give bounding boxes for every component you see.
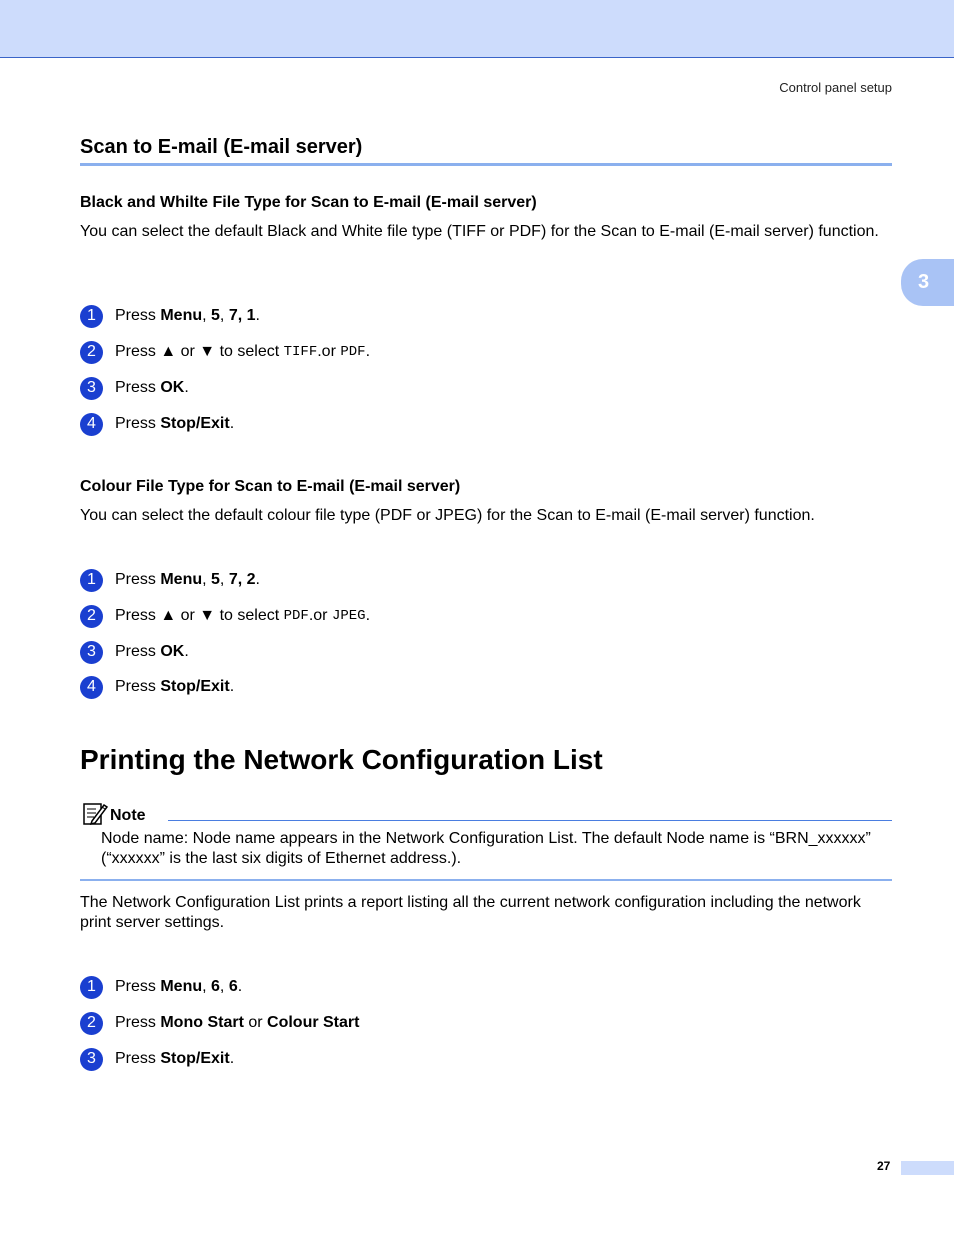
step-end: . bbox=[255, 571, 260, 588]
step-item bbox=[80, 1047, 234, 1071]
lcd-option: TIFF bbox=[283, 344, 318, 360]
step-sep: , bbox=[219, 307, 229, 324]
step-number: 4 bbox=[80, 676, 103, 699]
step-number: 1 bbox=[80, 976, 103, 999]
step-number: 3 bbox=[80, 377, 103, 400]
page-number: 27 bbox=[877, 1159, 891, 1173]
network-body: The Network Configuration List prints a report listing all the current network configuration including the network print server settings. bbox=[80, 894, 861, 931]
step-end: . bbox=[229, 415, 235, 432]
section-title-scan-email: Scan to E-mail (E-mail server) bbox=[80, 136, 892, 166]
chapter-tab: 3 bbox=[901, 259, 954, 306]
note-label: Note bbox=[110, 807, 146, 824]
step-key: Menu bbox=[160, 307, 203, 324]
step-key: 5 bbox=[211, 571, 220, 588]
step-key: Mono Start bbox=[160, 1014, 244, 1031]
step-sep: .or bbox=[308, 607, 332, 624]
step-sep: , bbox=[219, 978, 229, 995]
step-key: Stop/Exit bbox=[160, 1050, 230, 1067]
step-key: Colour Start bbox=[267, 1014, 360, 1031]
step-item bbox=[80, 675, 234, 699]
step-text: Press bbox=[115, 1050, 161, 1067]
footer-bar bbox=[901, 1161, 954, 1175]
step-end: . bbox=[184, 643, 189, 660]
note-pencil-icon bbox=[82, 801, 108, 827]
step-item bbox=[80, 376, 189, 400]
step-end: . bbox=[237, 978, 243, 995]
step-item bbox=[80, 568, 260, 592]
step-number: 1 bbox=[80, 305, 103, 328]
step-key: OK bbox=[160, 643, 185, 660]
running-header: Control panel setup bbox=[779, 80, 892, 95]
step-end: . bbox=[255, 307, 260, 324]
step-text: Press bbox=[115, 1014, 161, 1031]
step-sep: or bbox=[243, 1014, 268, 1031]
step-number: 3 bbox=[80, 641, 103, 664]
step-key: Menu bbox=[160, 571, 203, 588]
step-key: Stop/Exit bbox=[160, 678, 230, 695]
header-band bbox=[0, 0, 954, 58]
step-sep: , bbox=[202, 978, 212, 995]
step-key: 7, 2 bbox=[228, 571, 256, 588]
note-divider bbox=[80, 879, 892, 881]
step-item bbox=[80, 340, 370, 364]
step-sep: , bbox=[202, 571, 212, 588]
step-text: Press bbox=[115, 571, 161, 588]
step-end: . bbox=[184, 379, 189, 396]
note-text: Node name: Node name appears in the Network Configuration List. The default Node name is “BRN_xxxxxx” (“xxxxxx” is the last six digits of Ethernet address.). bbox=[101, 830, 871, 867]
colour-heading: Colour File Type for Scan to E-mail (E-mail server) bbox=[80, 478, 461, 495]
step-key: 6 bbox=[228, 978, 238, 995]
step-end: . bbox=[229, 678, 235, 695]
step-number: 4 bbox=[80, 413, 103, 436]
lcd-option: JPEG bbox=[331, 608, 366, 624]
step-text: Press bbox=[115, 415, 161, 432]
step-text: Press bbox=[115, 379, 161, 396]
step-end: . bbox=[365, 343, 371, 360]
bw-body: You can select the default Black and White file type (TIFF or PDF) for the Scan to E-mail (E-mail server) function. bbox=[80, 223, 879, 240]
step-item bbox=[80, 604, 370, 628]
step-text: Press bbox=[115, 307, 161, 324]
step-item bbox=[80, 304, 260, 328]
step-key: Menu bbox=[160, 978, 203, 995]
step-number: 2 bbox=[80, 1012, 103, 1035]
section-title-network: Printing the Network Configuration List bbox=[80, 744, 603, 775]
step-key: 6 bbox=[211, 978, 220, 995]
step-item bbox=[80, 640, 189, 664]
step-end: . bbox=[365, 607, 371, 624]
step-item bbox=[80, 412, 234, 436]
note-divider bbox=[168, 820, 892, 821]
lcd-option: PDF bbox=[283, 608, 309, 624]
bw-heading: Black and Whilte File Type for Scan to E-mail (E-mail server) bbox=[80, 194, 537, 211]
step-number: 1 bbox=[80, 569, 103, 592]
step-item bbox=[80, 975, 242, 999]
step-key: 7, 1 bbox=[228, 307, 256, 324]
step-text: Press ▲ or ▼ to select bbox=[115, 607, 284, 624]
step-key: OK bbox=[160, 379, 185, 396]
step-end: . bbox=[229, 1050, 235, 1067]
step-item bbox=[80, 1011, 359, 1035]
step-number: 3 bbox=[80, 1048, 103, 1071]
lcd-option: PDF bbox=[340, 344, 366, 360]
step-sep: , bbox=[202, 307, 212, 324]
colour-body: You can select the default colour file type (PDF or JPEG) for the Scan to E-mail (E-mail server) function. bbox=[80, 507, 815, 524]
step-key: 5 bbox=[211, 307, 220, 324]
step-number: 2 bbox=[80, 341, 103, 364]
step-number: 2 bbox=[80, 605, 103, 628]
step-text: Press bbox=[115, 678, 161, 695]
step-key: Stop/Exit bbox=[160, 415, 230, 432]
step-text: Press ▲ or ▼ to select bbox=[115, 343, 284, 360]
step-text: Press bbox=[115, 643, 161, 660]
step-sep: .or bbox=[317, 343, 341, 360]
step-sep: , bbox=[219, 571, 229, 588]
step-text: Press bbox=[115, 978, 161, 995]
